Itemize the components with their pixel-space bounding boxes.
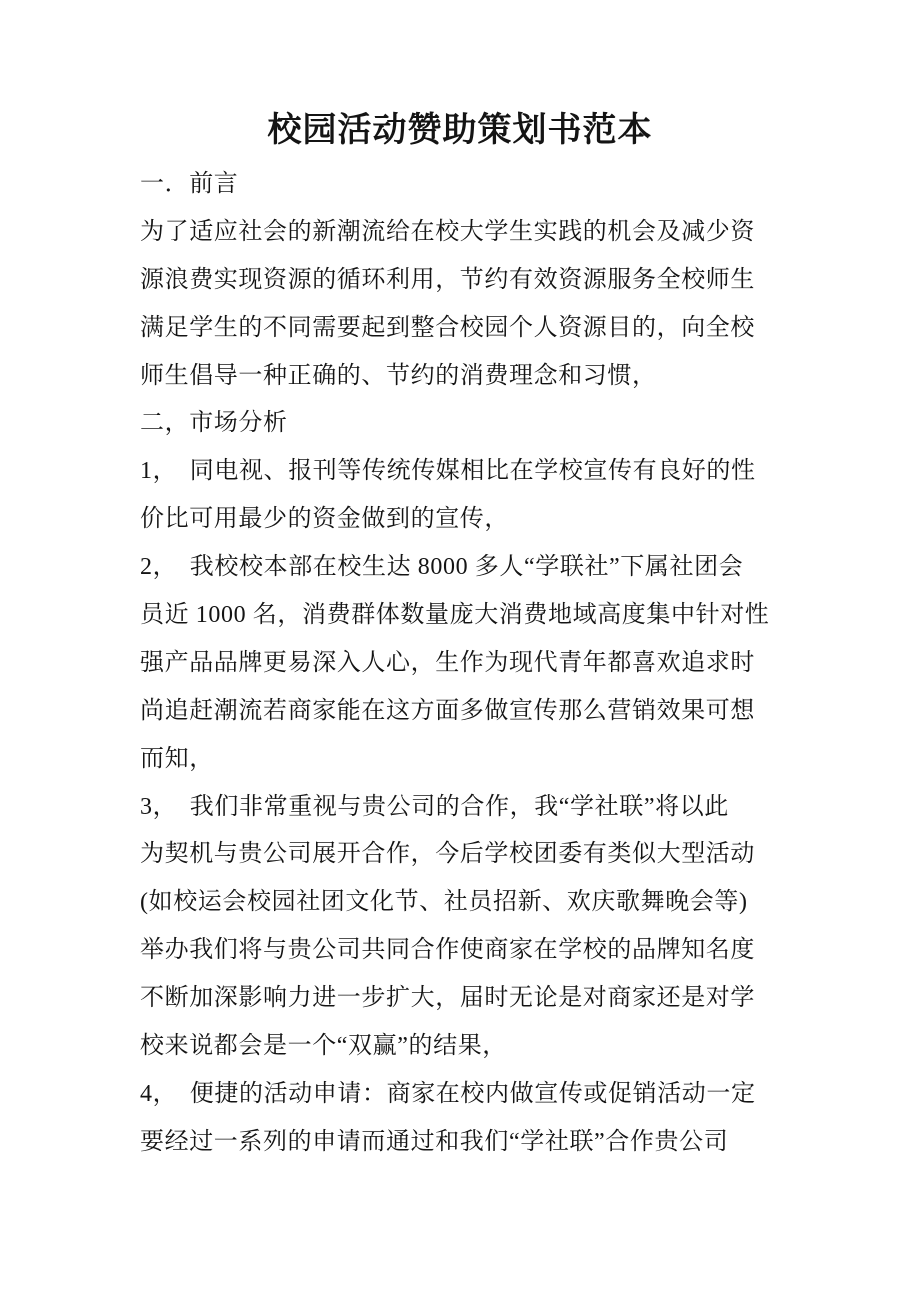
text-line: 源浪费实现资源的循环利用，节约有效资源服务全校师生 <box>140 266 755 293</box>
text-line: 4， 便捷的活动申请：商家在校内做宣传或促销活动一定 <box>140 1080 756 1107</box>
text-line: 二，市场分析 <box>140 410 288 437</box>
text-line: 满足学生的不同需要起到整合校园个人资源目的，向全校 <box>140 314 755 341</box>
paragraph-preface-body <box>140 209 840 401</box>
text-line: (如校运会校园社团文化节、社员招新、欢庆歌舞晚会等) <box>140 889 748 916</box>
text-line: 而知， <box>140 745 214 772</box>
text-line: 3， 我们非常重视与贵公司的合作，我“学社联”将以此 <box>140 793 729 820</box>
paragraph-market-analysis-heading <box>140 400 840 448</box>
text-line: 2， 我校校本部在校生达 8000 多人“学联社”下属社团会 <box>140 554 744 581</box>
paragraph-market-point-4 <box>140 1071 840 1167</box>
text-line: 为了适应社会的新潮流给在校大学生实践的机会及减少资 <box>140 218 755 245</box>
text-line: 价比可用最少的资金做到的宣传， <box>140 506 509 533</box>
text-line: 要经过一系列的申请而通过和我们“学社联”合作贵公司 <box>140 1128 729 1155</box>
document-body <box>140 161 840 1167</box>
text-line: 为契机与贵公司展开合作，今后学校团委有类似大型活动 <box>140 841 755 868</box>
text-line: 一．前言 <box>140 171 239 197</box>
text-line: 举办我们将与贵公司共同合作使商家在学校的品牌知名度 <box>140 937 755 964</box>
paragraph-market-point-1 <box>140 448 840 544</box>
text-line: 师生倡导一种正确的、节约的消费理念和习惯， <box>140 362 657 389</box>
text-line: 不断加深影响力进一步扩大，届时无论是对商家还是对学 <box>140 985 755 1012</box>
paragraph-preface-heading <box>140 161 840 209</box>
paragraph-market-point-2 <box>140 544 840 783</box>
document-title: 校园活动赞助策划书范本 <box>267 112 653 149</box>
text-line: 1， 同电视、报刊等传统传媒相比在学校宣传有良好的性 <box>140 458 756 485</box>
text-line: 强产品品牌更易深入人心，生作为现代青年都喜欢追求时 <box>140 649 755 676</box>
paragraph-market-point-3 <box>140 784 840 1071</box>
text-line: 校来说都会是一个“双赢”的结果， <box>140 1033 507 1060</box>
text-line: 尚追赶潮流若商家能在这方面多做宣传那么营销效果可想 <box>140 697 755 724</box>
text-line: 员近 1000 名，消费群体数量庞大消费地域高度集中针对性 <box>140 602 770 629</box>
